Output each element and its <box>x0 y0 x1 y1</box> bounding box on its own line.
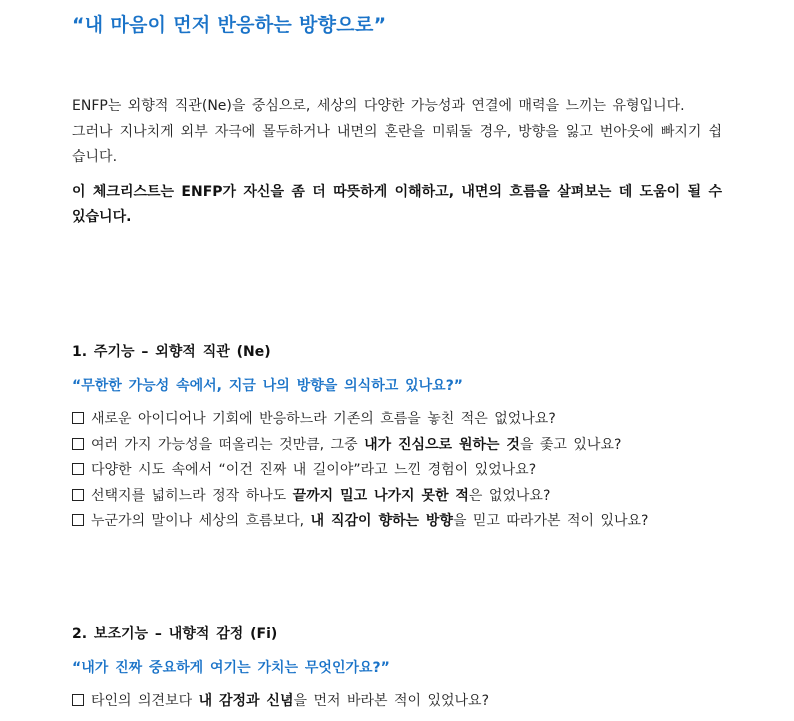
item-text-tail: 을 믿고 따라가본 적이 있나요? <box>452 513 649 529</box>
intro-block <box>72 94 722 231</box>
item-text: 다양한 시도 속에서 “이건 진짜 내 길이야”라고 느낀 경험이 있었나요? <box>91 462 537 478</box>
section-primary-function <box>72 341 722 535</box>
checkbox[interactable] <box>72 514 84 526</box>
item-text: 새로운 아이디어나 기회에 반응하느라 기존의 흐름을 놓친 적은 없었나요? <box>91 411 556 427</box>
checklist-item <box>72 484 722 510</box>
item-text: 누군가의 말이나 세상의 흐름보다, <box>91 513 311 529</box>
section-question: “무한한 가능성 속에서, 지금 나의 방향을 의식하고 있나요?” <box>72 378 464 394</box>
checkbox[interactable] <box>72 412 84 424</box>
intro-paragraph-1: ENFP는 외향적 직관(Ne)을 중심으로, 세상의 다양한 가능성과 연결에 매력을 느끼는 유형입니다. <box>72 98 685 114</box>
checklist-item <box>72 458 722 484</box>
item-text: 선택지를 넓히느라 정작 하나도 <box>91 487 293 504</box>
section-auxiliary-function <box>72 623 722 715</box>
checkbox[interactable] <box>72 694 84 706</box>
checkbox[interactable] <box>72 463 84 475</box>
section-heading: 1. 주기능 – 외향적 직관 (Ne) <box>72 344 271 360</box>
checkbox[interactable] <box>72 489 84 501</box>
section-question: “내가 진짜 중요하게 여기는 가치는 무엇인가요?” <box>72 660 390 676</box>
item-text-tail: 을 먼저 바라본 적이 있었나요? <box>293 693 490 709</box>
checklist-item <box>72 407 722 433</box>
page-title: “내 마음이 먼저 반응하는 방향으로” <box>72 14 387 36</box>
checklist <box>72 407 722 535</box>
checklist <box>72 689 722 715</box>
item-emphasis: 내가 진심으로 원하는 것 <box>364 436 520 453</box>
item-emphasis: 끝까지 밀고 나가지 못한 적 <box>292 487 469 504</box>
item-emphasis: 내 직감이 향하는 방향 <box>310 513 453 529</box>
section-heading: 2. 보조기능 – 내향적 감정 (Fi) <box>72 626 278 642</box>
item-text-tail: 을 좇고 있나요? <box>519 436 622 453</box>
intro-paragraph-2: 그러나 지나치게 외부 자극에 몰두하거나 내면의 혼란을 미뤄둘 경우, 방향을 잃고 번아웃에 빠지기 쉽습니다. <box>72 123 722 165</box>
checklist-item <box>72 689 722 715</box>
checklist-item <box>72 509 722 535</box>
item-emphasis: 내 감정과 신념 <box>198 693 294 709</box>
item-text: 여러 가지 가능성을 떠올리는 것만큼, 그중 <box>91 436 365 453</box>
item-text-tail: 은 없었나요? <box>468 487 551 504</box>
intro-paragraph-bold: 이 체크리스트는 ENFP가 자신을 좀 더 따뜻하게 이해하고, 내면의 흐름을 살펴보는 데 도움이 될 수 있습니다. <box>72 183 722 225</box>
checklist-item <box>72 433 722 459</box>
checkbox[interactable] <box>72 438 84 450</box>
item-text: 타인의 의견보다 <box>91 693 199 709</box>
